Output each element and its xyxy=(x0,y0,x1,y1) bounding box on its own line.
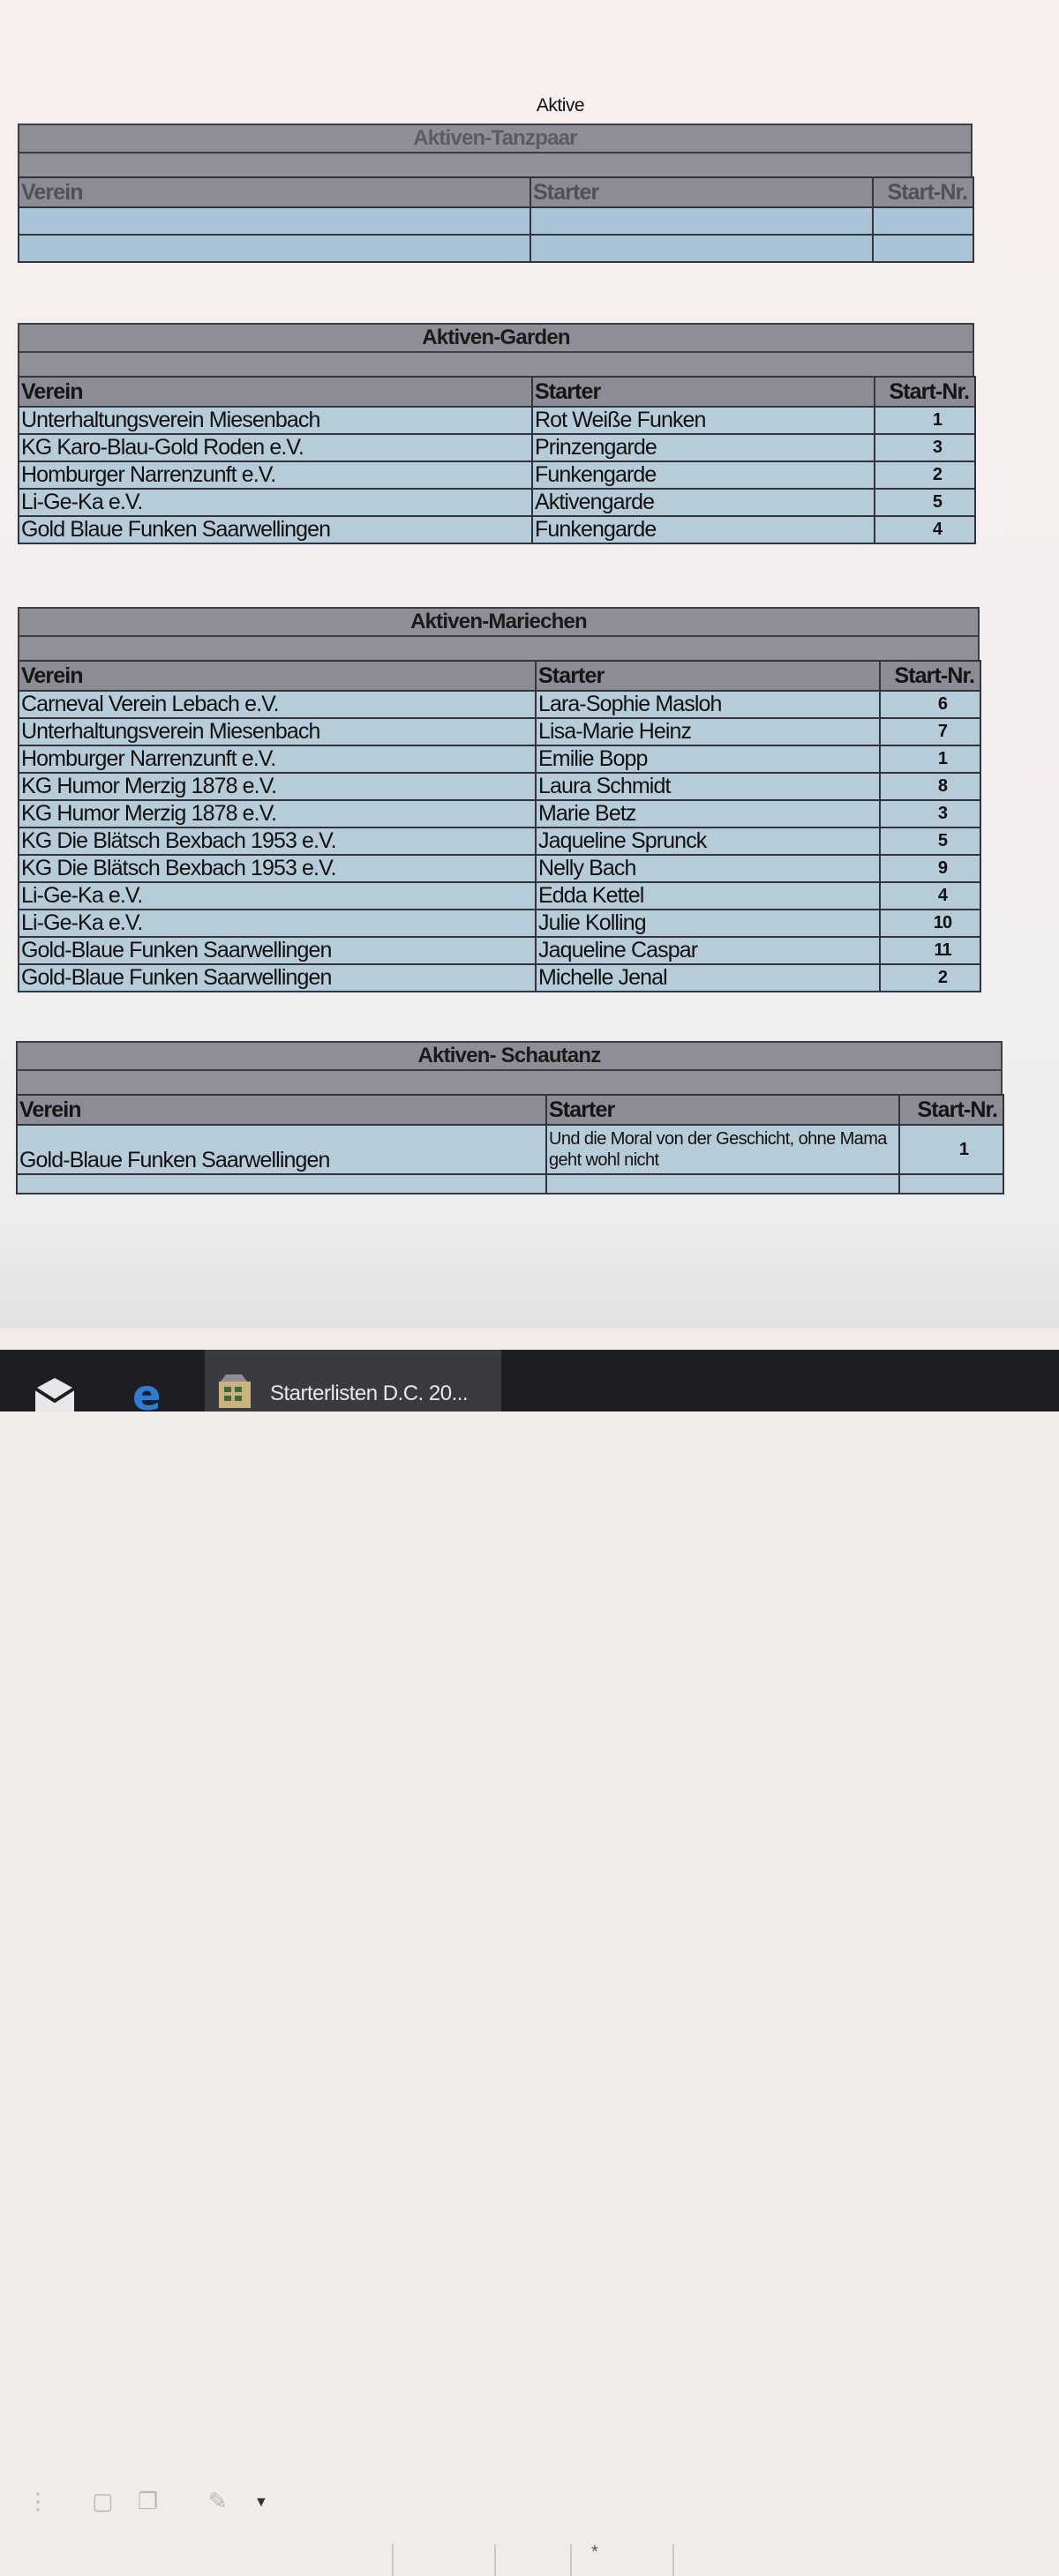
page-title: Aktive xyxy=(536,95,585,116)
cell-start-nr[interactable]: 10 xyxy=(880,910,980,937)
formula-bar-mark: * xyxy=(591,2542,598,2562)
cell-start-nr[interactable]: 2 xyxy=(875,461,975,489)
column-header-verein: Verein xyxy=(19,661,536,691)
cell-starter[interactable]: Aktivengarde xyxy=(532,489,875,516)
cell-starter[interactable]: Julie Kolling xyxy=(536,910,880,937)
cell-start-nr[interactable] xyxy=(873,235,973,262)
table-row[interactable] xyxy=(19,937,980,964)
cell-starter[interactable]: Jaqueline Sprunck xyxy=(536,827,880,855)
cell-verein[interactable]: KG Die Blätsch Bexbach 1953 e.V. xyxy=(19,855,536,882)
cell-verein[interactable] xyxy=(19,207,530,235)
table-row[interactable] xyxy=(17,1125,1003,1174)
cell-starter[interactable]: Emilie Bopp xyxy=(536,745,880,773)
section-mariechen xyxy=(18,607,980,992)
cell-verein[interactable]: Li-Ge-Ka e.V. xyxy=(19,910,536,937)
table-row[interactable] xyxy=(19,718,980,745)
column-header-starter: Starter xyxy=(532,377,875,407)
table-row[interactable] xyxy=(19,964,980,992)
svg-text:e: e xyxy=(132,1373,161,1412)
cell-starter[interactable] xyxy=(530,235,873,262)
divider xyxy=(570,2544,572,2576)
tanzpaar-table xyxy=(18,176,974,263)
column-header-starter: Starter xyxy=(546,1095,899,1125)
section-subheader-band xyxy=(18,353,974,376)
mariechen-table xyxy=(18,660,981,992)
divider xyxy=(392,2544,394,2576)
table-row[interactable] xyxy=(19,800,980,827)
column-header-start-nr: Start-Nr. xyxy=(899,1095,1003,1125)
table-row[interactable] xyxy=(19,407,975,434)
cell-start-nr[interactable]: 4 xyxy=(875,516,975,543)
cell-start-nr[interactable] xyxy=(873,207,973,235)
divider xyxy=(494,2544,496,2576)
garden-table xyxy=(18,376,976,544)
table-row[interactable] xyxy=(19,434,975,461)
copy-icon[interactable]: ❐ xyxy=(138,2488,159,2514)
spreadsheet-app-icon[interactable] xyxy=(215,1373,258,1412)
table-header-row xyxy=(19,177,973,207)
cell-verein[interactable]: Gold Blaue Funken Saarwellingen xyxy=(19,516,532,543)
cell-starter[interactable]: Funkengarde xyxy=(532,516,875,543)
format-painter-icon[interactable]: ✎ xyxy=(208,2488,228,2514)
cell-starter[interactable]: Jaqueline Caspar xyxy=(536,937,880,964)
table-row[interactable] xyxy=(19,516,975,543)
cell-verein[interactable]: Gold-Blaue Funken Saarwellingen xyxy=(19,964,536,992)
cell-verein[interactable]: Carneval Verein Lebach e.V. xyxy=(19,691,536,718)
table-row[interactable] xyxy=(19,827,980,855)
cell-verein[interactable]: Li-Ge-Ka e.V. xyxy=(19,882,536,910)
section-subheader-band xyxy=(16,1071,1003,1094)
cell-starter[interactable]: Prinzengarde xyxy=(532,434,875,461)
cell-verein[interactable] xyxy=(17,1174,546,1194)
column-header-start-nr: Start-Nr. xyxy=(880,661,980,691)
section-title: Aktiven-Garden xyxy=(18,323,974,353)
cell-verein[interactable]: Unterhaltungsverein Miesenbach xyxy=(19,407,532,434)
column-header-start-nr: Start-Nr. xyxy=(873,177,973,207)
cell-start-nr[interactable]: 6 xyxy=(880,691,980,718)
cell-verein[interactable]: Unterhaltungsverein Miesenbach xyxy=(19,718,536,745)
cell-start-nr[interactable]: 2 xyxy=(880,964,980,992)
table-row[interactable] xyxy=(19,910,980,937)
table-row[interactable] xyxy=(19,745,980,773)
format-icon[interactable]: ▢ xyxy=(92,2488,114,2514)
table-row[interactable] xyxy=(19,461,975,489)
section-title: Aktiven-Mariechen xyxy=(18,607,980,637)
table-row[interactable] xyxy=(19,207,973,235)
table-header-row xyxy=(19,661,980,691)
table-row[interactable] xyxy=(19,855,980,882)
cell-verein[interactable]: Homburger Narrenzunft e.V. xyxy=(19,461,532,489)
cell-verein[interactable]: KG Die Blätsch Bexbach 1953 e.V. xyxy=(19,827,536,855)
column-header-starter: Starter xyxy=(530,177,873,207)
taskbar-window-title[interactable]: Starterlisten D.C. 20... xyxy=(270,1382,469,1405)
table-row[interactable] xyxy=(19,489,975,516)
cell-starter[interactable]: Edda Kettel xyxy=(536,882,880,910)
cell-start-nr[interactable]: 3 xyxy=(875,434,975,461)
cell-verein[interactable]: Li-Ge-Ka e.V. xyxy=(19,489,532,516)
column-header-verein: Verein xyxy=(19,177,530,207)
cell-starter[interactable]: Michelle Jenal xyxy=(536,964,880,992)
cell-starter[interactable]: Und die Moral von der Geschicht, ohne Mama geht wohl nicht xyxy=(546,1125,899,1174)
cell-verein[interactable]: Gold-Blaue Funken Saarwellingen xyxy=(19,937,536,964)
table-row[interactable] xyxy=(17,1174,1003,1194)
cell-starter[interactable]: Marie Betz xyxy=(536,800,880,827)
cell-start-nr[interactable]: 11 xyxy=(880,937,980,964)
paste-icon[interactable]: ⋮ xyxy=(26,2488,49,2514)
cell-verein[interactable]: KG Humor Merzig 1878 e.V. xyxy=(19,800,536,827)
cell-starter[interactable]: Funkengarde xyxy=(532,461,875,489)
cell-start-nr[interactable]: 1 xyxy=(880,745,980,773)
column-header-verein: Verein xyxy=(19,377,532,407)
cell-starter[interactable]: Laura Schmidt xyxy=(536,773,880,800)
section-subheader-band xyxy=(18,154,973,176)
cell-start-nr[interactable]: 3 xyxy=(880,800,980,827)
section-title: Aktiven-Tanzpaar xyxy=(18,124,973,154)
spreadsheet-page xyxy=(0,0,1059,1224)
cell-verein[interactable] xyxy=(19,235,530,262)
cell-start-nr[interactable]: 9 xyxy=(880,855,980,882)
table-row[interactable] xyxy=(19,773,980,800)
cell-starter[interactable] xyxy=(546,1174,899,1194)
dropdown-arrow-icon[interactable]: ▼ xyxy=(254,2495,268,2510)
table-row[interactable] xyxy=(19,882,980,910)
cell-start-nr[interactable]: 1 xyxy=(875,407,975,434)
cell-start-nr[interactable]: 4 xyxy=(880,882,980,910)
table-header-row xyxy=(17,1095,1003,1125)
divider xyxy=(672,2544,674,2576)
cell-start-nr[interactable]: 1 xyxy=(899,1125,1003,1174)
cell-start-nr[interactable]: 5 xyxy=(875,489,975,516)
section-schautanz xyxy=(16,1041,1003,1194)
cell-start-nr[interactable]: 7 xyxy=(880,718,980,745)
table-row[interactable] xyxy=(19,691,980,718)
table-header-row xyxy=(19,377,975,407)
cell-starter[interactable]: Lara-Sophie Masloh xyxy=(536,691,880,718)
section-tanzpaar xyxy=(18,124,973,263)
cell-verein[interactable]: KG Humor Merzig 1878 e.V. xyxy=(19,773,536,800)
table-row[interactable] xyxy=(19,235,973,262)
column-header-verein: Verein xyxy=(17,1095,546,1125)
section-title: Aktiven- Schautanz xyxy=(16,1041,1003,1071)
column-header-start-nr: Start-Nr. xyxy=(875,377,975,407)
column-header-starter: Starter xyxy=(536,661,880,691)
cell-verein[interactable]: KG Karo-Blau-Gold Roden e.V. xyxy=(19,434,532,461)
cell-start-nr[interactable] xyxy=(899,1174,1003,1194)
section-garden xyxy=(18,323,974,544)
schautanz-table xyxy=(16,1094,1004,1194)
mail-icon[interactable] xyxy=(32,1376,78,1412)
cell-verein[interactable]: Gold-Blaue Funken Saarwellingen xyxy=(17,1125,546,1174)
cell-starter[interactable]: Lisa-Marie Heinz xyxy=(536,718,880,745)
cell-start-nr[interactable]: 5 xyxy=(880,827,980,855)
edge-browser-icon[interactable] xyxy=(129,1373,173,1412)
cell-verein[interactable]: Homburger Narrenzunft e.V. xyxy=(19,745,536,773)
cell-starter[interactable]: Nelly Bach xyxy=(536,855,880,882)
cell-start-nr[interactable]: 8 xyxy=(880,773,980,800)
cell-starter[interactable]: Rot Weiße Funken xyxy=(532,407,875,434)
section-subheader-band xyxy=(18,637,980,660)
cell-starter[interactable] xyxy=(530,207,873,235)
